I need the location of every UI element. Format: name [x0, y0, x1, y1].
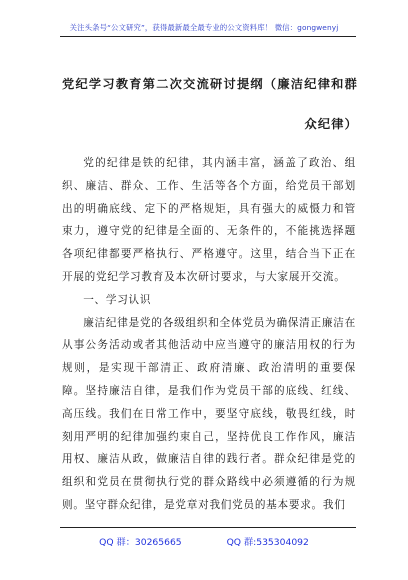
footer-qq-group-2: QQ 群:535304092: [226, 537, 309, 548]
header-divider: [60, 36, 356, 37]
document-title: 党纪学习教育第二次交流研讨提纲（廉洁纪律和群众纪律）: [62, 77, 358, 131]
header-promo-note: 关注头条号“公文研究”，获得最新最全最专业的公文资料库！ 微信：gongwenyj: [69, 23, 339, 32]
footer: [0, 534, 408, 548]
document-body: [62, 152, 356, 517]
paragraph-learning: 廉洁纪律是党的各级组织和全体党员为确保清正廉洁在从事公务活动或者其他活动中应当遵守的廉洁用权的行为规则，是实现干部清正、政府清廉、政治清明的重要保障。坚持廉洁自律，是我们作为党员干部的底线、红线、高压线。我们在日常工作中，要坚守底线，敬畏红线，时刻用严明的纪律加强约束自己，坚持优良工作作风，廉洁用权、廉洁从政，做廉洁自律的践行者。群众纪律是党的组织和党员在贯彻执行党的群众路线中必须遵循的行为规则。坚守群众纪律，是党章对我们党员的基本要求。我们: [62, 316, 356, 511]
paragraph-intro: 党的纪律是铁的纪律，其内涵丰富，涵盖了政治、组织、廉洁、群众、工作、生活等各个方面，给党员干部划出的明确底线、定下的严格规矩，具有强大的威慑力和管束力，遵守党的纪律是全面的、无条件的，不能挑选择题各项纪律都要严格执行、严格遵守。这里，结合当下正在开展的党纪学习教育及本次研讨要求，与大家展开交流。: [62, 157, 356, 283]
section-heading: 一、学习认识: [83, 293, 152, 306]
footer-divider: [60, 527, 356, 528]
footer-qq-group-1: QQ 群：30265665: [99, 537, 182, 548]
